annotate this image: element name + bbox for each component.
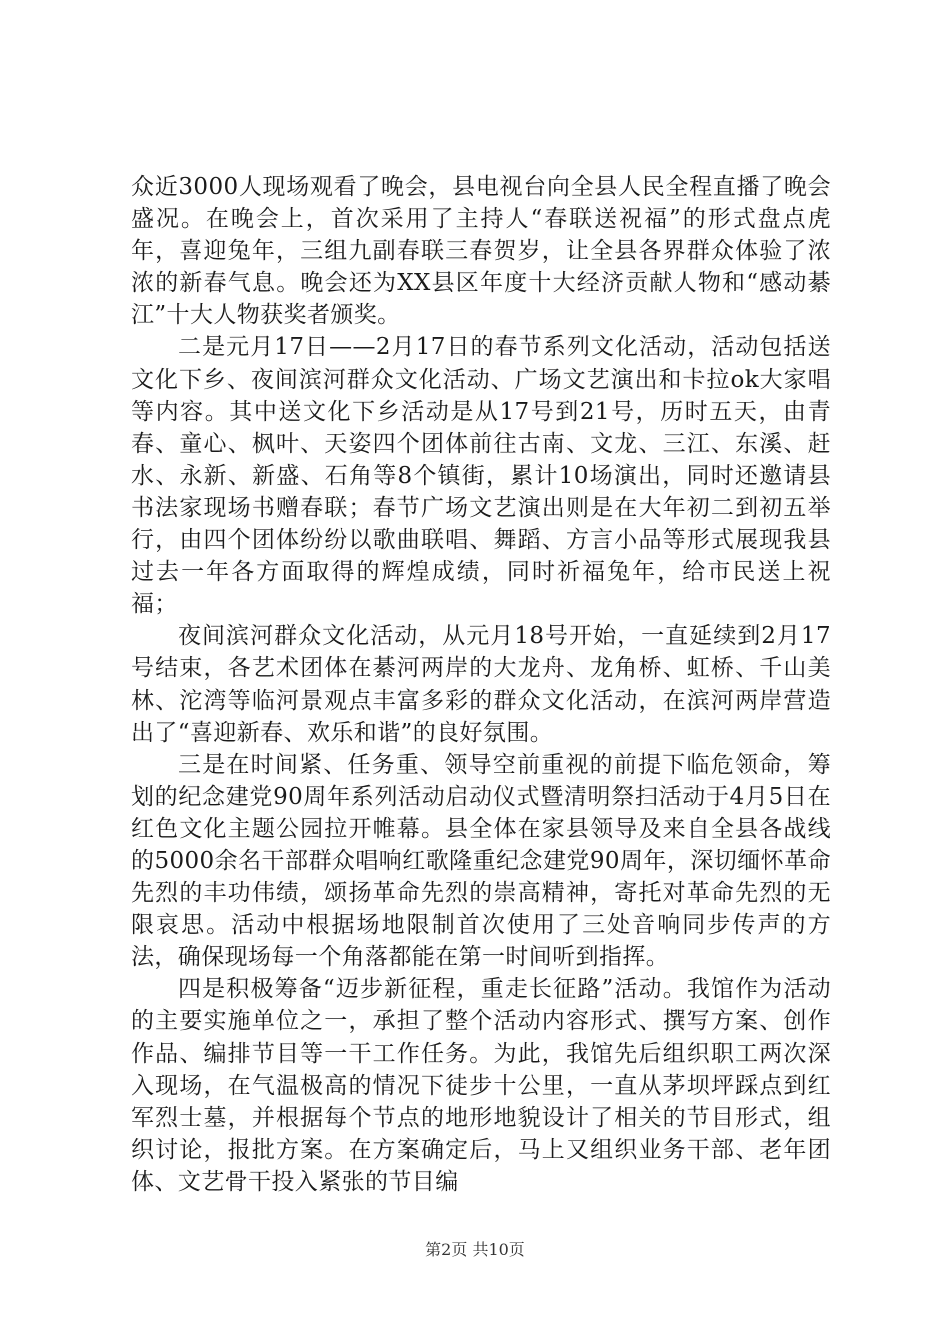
paragraph-continuation: 众近3000人现场观看了晚会，县电视台向全县人民全程直播了晚会盛况。在晚会上，首次采用了主持人“春联送祝福”的形式盘点虎年，喜迎兔年，三组九副春联三春贺岁，让全县各界群众体验了浓浓的新春气息。晚会还为XX县区年度十大经济贡献人物和“感动綦江”十大人物获奖者颁奖。 bbox=[131, 174, 831, 329]
paragraph-spring-festival-activities: 二是元月17日——2月17日的春节系列文化活动，活动包括送文化下乡、夜间滨河群众文化活动、广场文艺演出和卡拉ok大家唱等内容。其中送文化下乡活动是从17号到21号，历时五天，由青春、童心、枫叶、天姿四个团体前往古南、文龙、三江、东溪、赶水、永新、新盛、石角等8个镇街，累计10场演出，同时还邀请县书法家现场书赠春联；春节广场文艺演出则是在大年初二到初五举行，由四个团体纷纷以歌曲联唱、舞蹈、方言小品等形式展现我县过去一年各方面取得的辉煌成绩，同时祈福兔年，给市民送上祝福； bbox=[131, 334, 831, 618]
document-body bbox=[131, 171, 831, 1198]
paragraph-long-march-event: 四是积极筹备“迈步新征程，重走长征路”活动。我馆作为活动的主要实施单位之一，承担了整个活动内容形式、撰写方案、创作作品、编排节目等一干工作任务。为此，我馆先后组织职工两次深入现场，在气温极高的情况下徒步十公里，一直从茅坝坪踩点到红军烈士墓，并根据每个节点的地形地貌设计了相关的节目形式，组织讨论，报批方案。在方案确定后，马上又组织业务干部、老年团体、文艺骨干投入紧张的节目编 bbox=[131, 976, 831, 1195]
paragraph-riverside-night-activities: 夜间滨河群众文化活动，从元月18号开始，一直延续到2月17号结束，各艺术团体在綦河两岸的大龙舟、龙角桥、虹桥、千山美林、沱湾等临河景观点丰富多彩的群众文化活动，在滨河两岸营造出了“喜迎新春、欢乐和谐”的良好氛围。 bbox=[131, 623, 831, 746]
paragraph-party-anniversary-ceremony: 三是在时间紧、任务重、领导空前重视的前提下临危领命，筹划的纪念建党90周年系列活动启动仪式暨清明祭扫活动于4月5日在红色文化主题公园拉开帷幕。县全体在家县领导及来自全县各战线的5000余名干部群众唱响红歌隆重纪念建党90周年，深切缅怀革命先烈的丰功伟绩，颂扬革命先烈的崇高精神，寄托对革命先烈的无限哀思。活动中根据场地限制首次使用了三处音响同步传声的方法，确保现场每一个角落都能在第一时间听到指挥。 bbox=[131, 751, 831, 971]
page-number-footer: 第2页 共10页 bbox=[425, 1240, 525, 1259]
